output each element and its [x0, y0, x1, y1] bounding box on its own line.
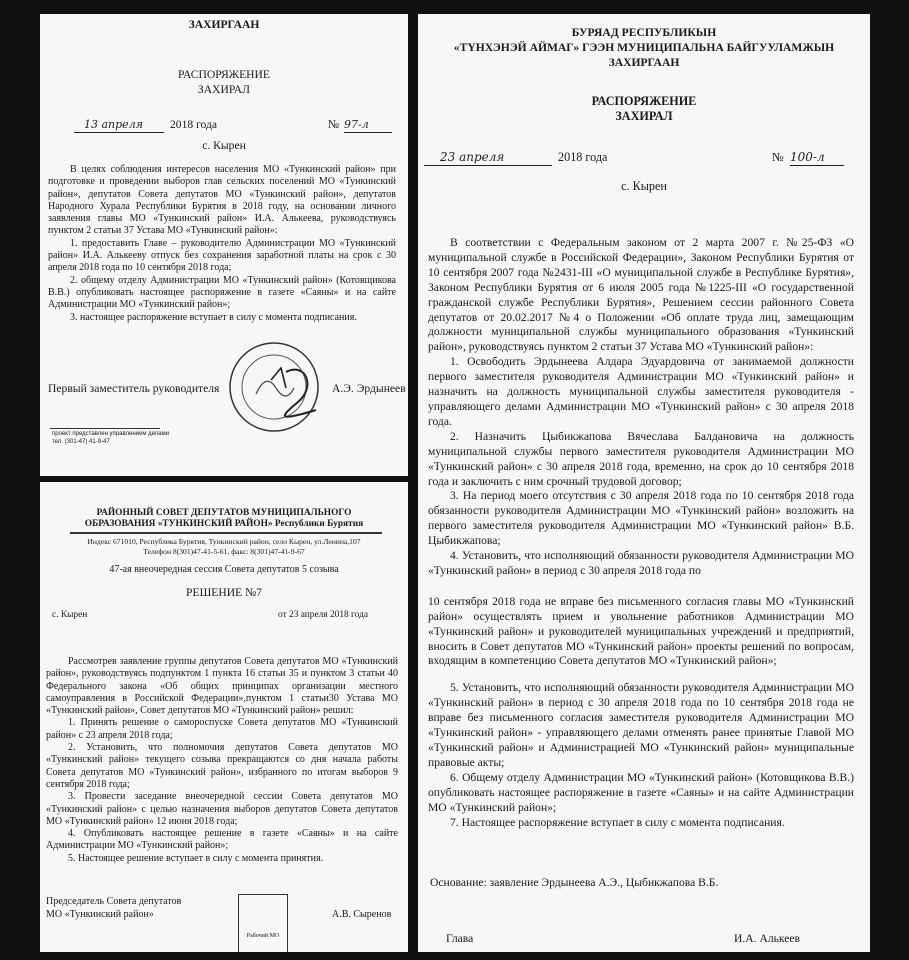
doc1-place: с. Кырен — [202, 139, 246, 152]
doc2-title: РЕШЕНИЕ №7 — [186, 586, 262, 599]
doc2-item-3: 3. Провести заседание внеочередной сессии Совета депутатов МО «Тункинский район» с целью назначения выборов депутатов Совета депутатов МО «Тункинский район» 12 июня 2018 года; — [46, 791, 398, 827]
official-stamp — [216, 332, 336, 442]
doc3-body — [428, 236, 854, 830]
doc2-item-4: 4. Опубликовать настоящее решение в газете «Саяны» и на сайте Администрации МО «Тункинский район»; — [46, 828, 398, 852]
doc1-signer-name: А.Э. Эрдынеев — [332, 382, 406, 395]
doc2-signer-title2: МО «Тункинский район» — [46, 909, 154, 920]
doc1-footer-line1: проект представлен управлением делами — [52, 431, 170, 437]
doc3-header1: БУРЯАД РЕСПУБЛИКЫН — [571, 26, 717, 39]
doc3-number-field — [790, 150, 844, 166]
doc3-header2: «ТҮНХЭНЭЙ АЙМАГ» ГЭЭН МУНИЦИПАЛЬНА БАЙГУУЛАМЖЫН — [453, 41, 835, 54]
doc1-item-1: 1. предоставить Главе – руководителю Администрации МО «Тункинский район» И.А. Алькееву отпуск без сохранения заработной платы на срок с 30 апреля 2018 года по 10 сентября 2018 года; — [48, 237, 396, 274]
doc3-item-7: 7. Настоящее распоряжение вступает в силу с момента подписания. — [450, 815, 785, 829]
doc2-stamp — [238, 894, 288, 952]
doc2-phone: Телефон 8(301)47-41-5-61, факс: 8(301)47-41-9-67 — [143, 547, 305, 556]
doc1-body — [48, 164, 396, 324]
doc3-signer-title: Глава — [446, 932, 474, 945]
doc1-number-label: № — [328, 118, 340, 131]
doc3-item-4b: 10 сентября 2018 года не вправе без письменного согласия главы МО «Тункинский район» осуществлять прием и увольнение работников Администрации МО «Тункинский район» и руководителей муниципальных учреждений и предприятий, вносить в Совет депутатов МО «Тункинский район» проекты решений по вопросам, входящим в компетенцию Совета депутатов МО «Тункинский район»; — [428, 594, 854, 668]
doc3-header3: ЗАХИРГААН — [608, 56, 680, 69]
doc3-item-5: 5. Установить, что исполняющий обязанности руководителя Администрации МО «Тункинский район» в период с 30 апреля 2018 года по 10 сентября 2018 года не вправе без письменного согласия заместителя руководителя Администрации МО «Тункинский район» - управляющего делами отменять ранее принятые Главой МО «Тункинский район» и Администрацией МО «Тункинский район» муниципальные правовые акты; — [428, 681, 854, 769]
doc2-date: от 23 апреля 2018 года — [278, 610, 369, 620]
doc2-header-rule — [70, 532, 382, 534]
doc3-date: 23 апреля — [440, 150, 505, 164]
doc3-year: 2018 года — [558, 150, 608, 164]
order-document-97 — [40, 14, 408, 476]
doc3-number-label: № — [772, 150, 784, 164]
doc2-address: Индекс 671010, Республика Бурятия, Тункинский район, село Кырен, ул.Ленина,107 — [87, 537, 361, 546]
doc3-item-6: 6. Общему отделу Администрации МО «Тункинский район» (Котовщикова В.В.) опубликовать настоящее распоряжение в газете «Саяны» и на сайте Администрации МО «Тункинский район»; — [428, 770, 854, 814]
doc1-footer-divider — [50, 428, 160, 429]
doc1-header: ЗАХИРГААН — [188, 18, 260, 31]
doc3-item-1: 1. Освободить Эрдынеева Алдара Эдуардовича от занимаемой должности первого заместителя руководителя Администрации МО «Тункинский район» и назначить на должность муниципальной службы заместителя руководителя - управляющего делами Администрации МО «Тункинский район» с 30 апреля 2018 года. — [428, 355, 854, 428]
doc1-preamble: В целях соблюдения интересов населения МО «Тункинский район» при подготовке и проведении выборов глав сельских поселений МО «Тункинский район», депутатов Совета депутатов МО «Тункинский район», депутатов Народного Хурала Республики Бурятия в 2018 году, на основании личного заявления главы МО «Тункинский район» И.А. Алькеева, руководствуясь пунктом 2 статьи 37 Устава МО «Тункинский район»: — [48, 164, 396, 237]
doc3-date-field — [424, 150, 552, 166]
doc2-signer-name: А.В. Сыренов — [332, 909, 392, 920]
doc1-item-3: 3. настоящее распоряжение вступает в силу с момента подписания. — [70, 311, 357, 323]
doc2-preamble: Рассмотрев заявление группы депутатов Совета депутатов МО «Тункинский район», руководствуясь подпунктом 1 пункта 16 статьи 35 и пунктом 3 статьи 40 Федерального закона «Об общих принципах организации местного самоуправления в Российской Федерации»,пунктом 1 статьи30 Устава МО «Тункинский район», Совет депутатов МО «Тункинский район» решил: — [46, 656, 398, 717]
doc1-date: 13 апреля — [84, 118, 143, 131]
doc1-subtitle: ЗАХИРАЛ — [197, 83, 251, 96]
doc3-basis: Основание: заявление Эрдынеева А.Э., Цыбикжапова В.Б. — [430, 876, 719, 889]
doc1-date-field — [74, 118, 164, 133]
doc2-place: с. Кырен — [52, 610, 88, 620]
doc3-preamble: В соответствии с Федеральным законом от 2 марта 2007 г. №25-ФЗ «О муниципальной службе в Российской Федерации», Законом Республики Бурятия от 10 сентября 2007 года №2431-III «О муниципальной службе в Республике Бурятия», Законом Республики Бурятия от 6 июля 2005 года №1225-III «О государственной гражданской службе Республики Бурятия», Решением сессии районного Совета депутатов от 20.02.2017 №4 о Положении «Об оплате труда лиц, замещающим должности муниципальной службы муниципального образования «Тункинский район», руководствуясь пунктом 2 статьи 37 Устава МО «Тункинский район»: — [428, 236, 854, 354]
doc1-year: 2018 года — [170, 118, 218, 131]
doc3-item-3: 3. На период моего отсутствия с 30 апреля 2018 года по 10 сентября 2018 года обязанности руководителя Администрации МО «Тункинский район» возложить на первого заместителя руководителя Администрации МО «Тункинский район» В.Б. Цыбикжапова; — [428, 489, 854, 548]
doc3-signer-name: И.А. Алькеев — [734, 932, 800, 945]
doc3-item-2: 2. Назначить Цыбикжапова Вячеслава Балдановича на должность муниципальной службы первого заместителя руководителя Администрации МО «Тункинский район» с 30 апреля 2018 года, временно, на срок до 10 сентября 2018 года и заключить с ним срочный трудовой договор; — [428, 429, 854, 488]
doc1-title: РАСПОРЯЖЕНИЕ — [178, 68, 270, 81]
doc2-org-line1: РАЙОННЫЙ СОВЕТ ДЕПУТАТОВ МУНИЦИПАЛЬНОГО — [96, 508, 352, 518]
doc1-number-field — [344, 118, 392, 133]
doc1-item-2: 2. общему отделу Администрации МО «Тункинский район» (Котовщикова В.В.) опубликовать настоящее распоряжение в газете «Саяны» и на сайте Администрации МО «Тункинский район»; — [48, 274, 396, 311]
doc2-body — [46, 656, 398, 865]
doc2-stamp-text: Рабочий МО — [246, 933, 280, 939]
doc2-org-line2: ОБРАЗОВАНИЯ «ТУНКИНСКИЙ РАЙОН» Республики Бурятия — [84, 519, 364, 529]
doc2-signer-title1: Председатель Совета депутатов — [46, 896, 182, 907]
doc3-subtitle: ЗАХИРАЛ — [615, 109, 673, 123]
doc1-footer-line2: тел. (301-47) 41-9-47 — [52, 439, 110, 445]
order-document-100 — [418, 14, 870, 952]
doc2-item-5: 5. Настоящее решение вступает в силу с момента принятия. — [68, 852, 324, 864]
doc3-place: с. Кырен — [621, 179, 667, 193]
council-decision-document — [40, 482, 408, 952]
doc2-session: 47-ая внеочередная сессия Совета депутатов 5 созыва — [109, 564, 339, 575]
doc3-item-4a: 4. Установить, что исполняющий обязанности руководителя Администрации МО «Тункинский район» в период с 30 апреля 2018 года по — [428, 549, 854, 577]
doc3-title: РАСПОРЯЖЕНИЕ — [591, 94, 697, 108]
doc3-number: 100-л — [790, 150, 825, 164]
doc1-signer-title: Первый заместитель руководителя — [48, 382, 220, 395]
doc2-item-2: 2. Установить, что полномочия депутатов Совета депутатов МО «Тункинский район» текущего созыва прекращаются со дня начала работы Совета депутатов МО «Тункинский район», избранного по итогам выборов 9 сентября 2018 года; — [46, 742, 398, 790]
doc2-item-1: 1. Принять решение о самороспуске Совета депутатов МО «Тункинский район» с 23 апреля 2018 года; — [46, 717, 398, 741]
doc1-number: 97-л — [344, 118, 369, 131]
